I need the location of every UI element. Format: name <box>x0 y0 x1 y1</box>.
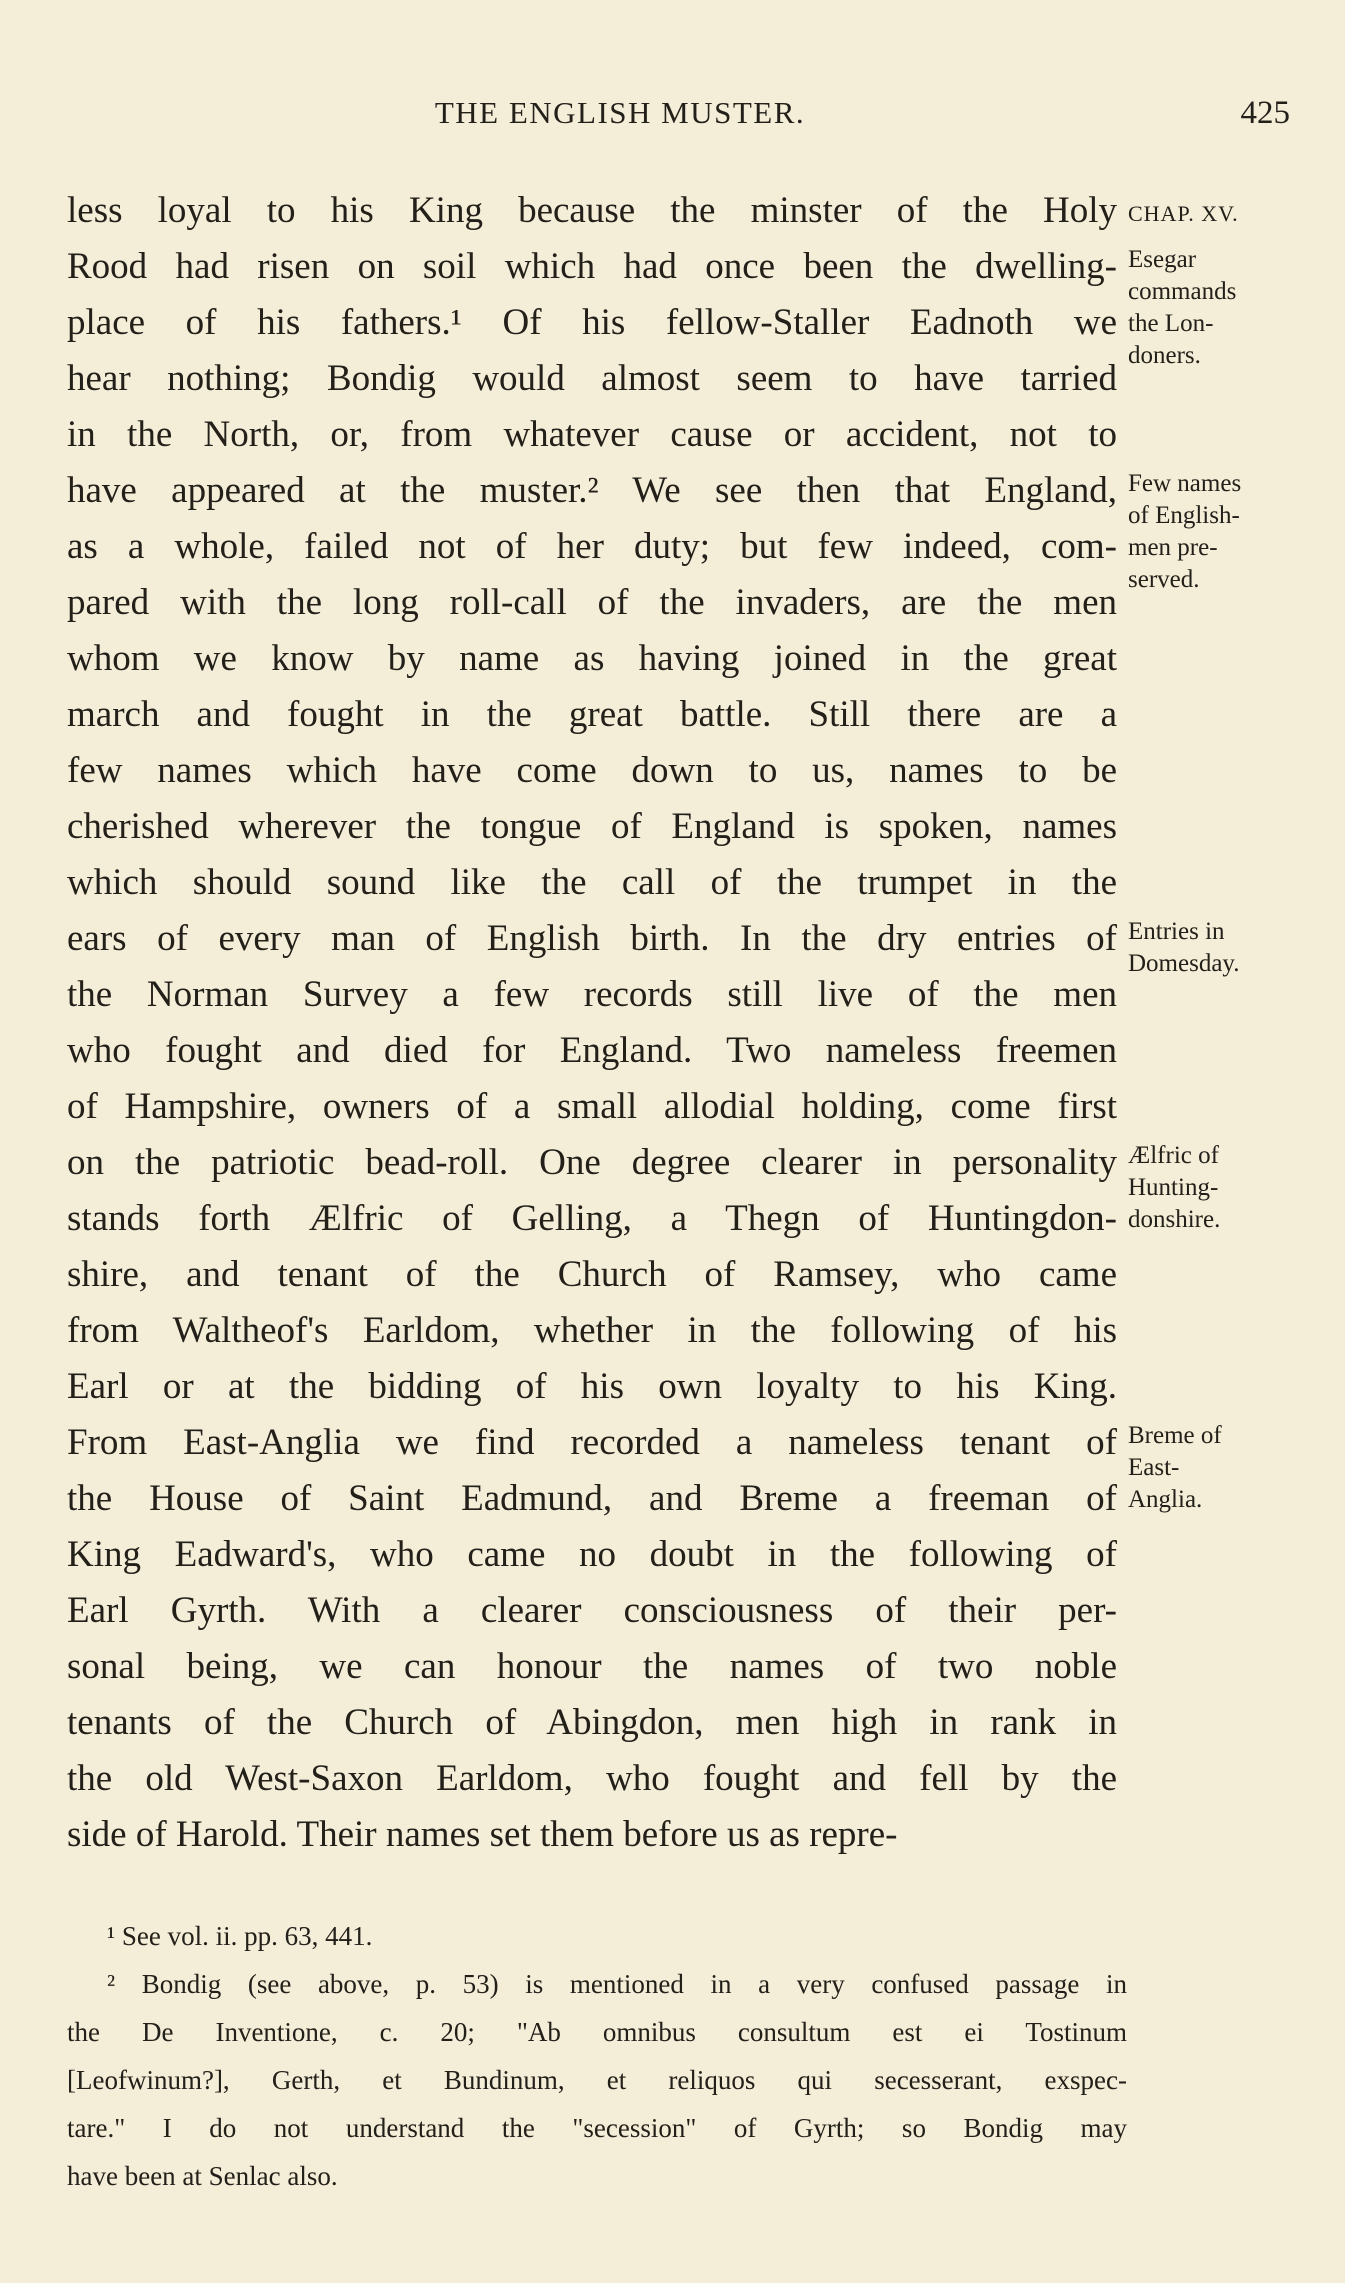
body-line: have appeared at the muster.² We see then that England, <box>67 470 1117 511</box>
marginal-line: Domesday. <box>1128 950 1240 977</box>
body-line: few names which have come down to us, names to be <box>67 750 1117 791</box>
marginal-note-chapter <box>1128 198 1308 230</box>
body-line: pared with the long roll-call of the invaders, are the men <box>67 582 1117 623</box>
body-line: as a whole, failed not of her duty; but few indeed, com- <box>67 526 1117 567</box>
body-line: Rood had risen on soil which had once been the dwelling- <box>67 246 1117 287</box>
body-text <box>67 183 1117 1863</box>
marginal-line: Entries in <box>1128 918 1225 945</box>
body-line: cherished wherever the tongue of England is spoken, names <box>67 806 1117 847</box>
body-line: place of his fathers.¹ Of his fellow-Staller Eadnoth we <box>67 302 1117 343</box>
body-line: ears of every man of English birth. In the dry entries of <box>67 918 1117 959</box>
body-line: the old West-Saxon Earldom, who fought and fell by the <box>67 1758 1117 1799</box>
body-line: side of Harold. Their names set them before us as repre- <box>67 1814 898 1855</box>
running-title: THE ENGLISH MUSTER. <box>434 95 806 130</box>
marginal-note-few-names <box>1128 468 1308 596</box>
body-line: less loyal to his King because the minster of the Holy <box>67 190 1117 231</box>
body-line: Earl or at the bidding of his own loyalty to his King. <box>67 1366 1117 1407</box>
footnote-2-line: have been at Senlac also. <box>67 2161 338 2191</box>
body-line: march and fought in the great battle. Still there are a <box>67 694 1117 735</box>
marginal-line: doners. <box>1128 342 1201 369</box>
marginal-line: of English- <box>1128 502 1240 529</box>
footnote-2-line: the De Inventione, c. 20; "Ab omnibus consultum est ei Tostinum <box>67 2017 1127 2047</box>
footnote-1: ¹ See vol. ii. pp. 63, 441. <box>107 1921 373 1951</box>
marginal-line: East- <box>1128 1454 1180 1481</box>
body-line: the House of Saint Eadmund, and Breme a freeman of <box>67 1478 1117 1519</box>
body-line: Earl Gyrth. With a clearer consciousness of their per- <box>67 1590 1117 1631</box>
page-number: 425 <box>1240 95 1290 131</box>
body-line: from Waltheof's Earldom, whether in the following of his <box>67 1310 1117 1351</box>
marginal-line: commands <box>1128 278 1237 305</box>
chapter-label: CHAP. XV. <box>1128 201 1239 226</box>
body-line: of Hampshire, owners of a small allodial holding, come first <box>67 1086 1117 1127</box>
marginal-note-esegar <box>1128 244 1308 372</box>
body-line: the Norman Survey a few records still live of the men <box>67 974 1117 1015</box>
marginal-line: Esegar <box>1128 246 1197 273</box>
footnotes <box>67 1912 1127 2200</box>
body-line: on the patriotic bead-roll. One degree clearer in personality <box>67 1142 1117 1183</box>
body-line: King Eadward's, who came no doubt in the following of <box>67 1534 1117 1575</box>
marginal-line: Anglia. <box>1128 1486 1203 1513</box>
body-line: tenants of the Church of Abingdon, men high in rank in <box>67 1702 1117 1743</box>
footnote-2-line: [Leofwinum?], Gerth, et Bundinum, et reliquos qui secesserant, exspec- <box>67 2065 1127 2095</box>
body-line: in the North, or, from whatever cause or accident, not to <box>67 414 1117 455</box>
footnote-2-line: tare." I do not understand the "secession" of Gyrth; so Bondig may <box>67 2113 1127 2143</box>
body-line: which should sound like the call of the trumpet in the <box>67 862 1117 903</box>
marginal-note-domesday <box>1128 916 1308 980</box>
body-line: From East-Anglia we find recorded a nameless tenant of <box>67 1422 1117 1463</box>
marginal-line: the Lon- <box>1128 310 1214 337</box>
body-line: who fought and died for England. Two nameless freemen <box>67 1030 1117 1071</box>
body-line: shire, and tenant of the Church of Ramsey, who came <box>67 1254 1117 1295</box>
body-line: whom we know by name as having joined in the great <box>67 638 1117 679</box>
marginal-line: men pre- <box>1128 534 1218 561</box>
running-head <box>60 95 1290 145</box>
body-line: stands forth Ælfric of Gelling, a Thegn of Huntingdon- <box>67 1198 1117 1239</box>
marginal-line: Breme of <box>1128 1422 1222 1449</box>
body-line: sonal being, we can honour the names of two noble <box>67 1646 1117 1687</box>
footnote-2-line: ² Bondig (see above, p. 53) is mentioned in a very confused passage in <box>107 1969 1127 1999</box>
marginal-line: Ælfric of <box>1128 1142 1219 1169</box>
body-line: hear nothing; Bondig would almost seem to have tarried <box>67 358 1117 399</box>
marginal-note-breme <box>1128 1420 1308 1516</box>
marginal-line: served. <box>1128 566 1200 593</box>
marginal-line: donshire. <box>1128 1206 1221 1233</box>
marginal-note-aelfric <box>1128 1140 1308 1236</box>
marginal-line: Few names <box>1128 470 1242 497</box>
marginal-line: Hunting- <box>1128 1174 1219 1201</box>
